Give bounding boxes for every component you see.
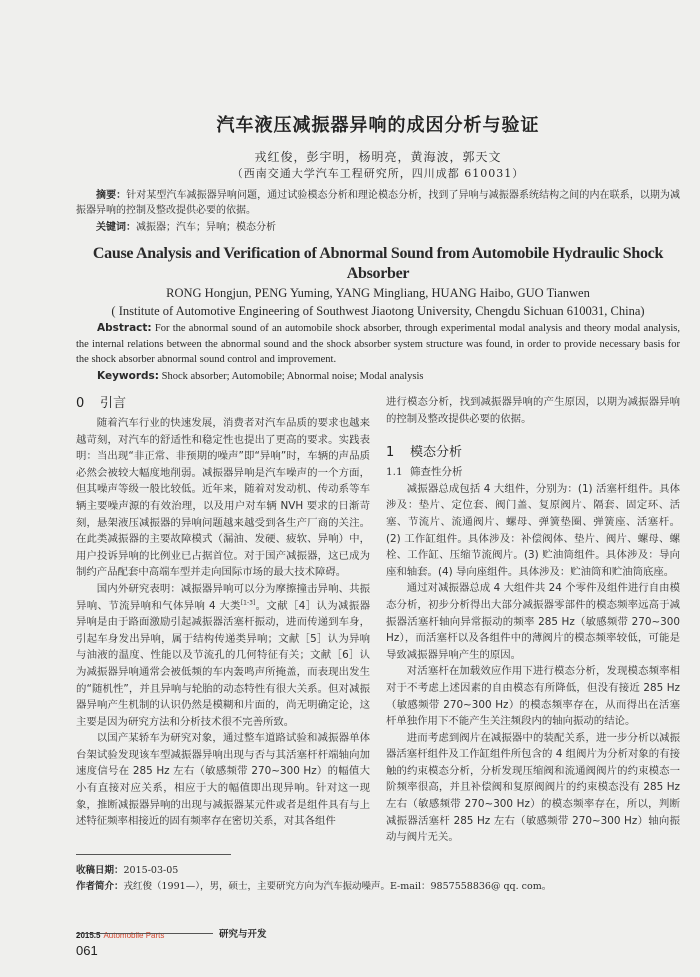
keywords-en (76, 369, 680, 385)
abstract-label: 摘要： (96, 190, 127, 201)
body-columns (76, 394, 680, 846)
section-title: 模态分析 (410, 445, 463, 461)
bio-text: 戎红俊（1991—），男，硕士，主要研究方向为汽车振动噪声。E-mail：9857558836@ qq. com。 (123, 880, 552, 892)
journal-name: Automobile Parts (103, 930, 165, 940)
affiliation: （西南交通大学汽车工程研究所，四川成都 610031） (231, 167, 525, 180)
paragraph-text: 。文献［4］认为减振器异响是由于路面激励引起减振器活塞杆振动，进而传递到车身，引起车身发出异响，属于结构传递类异响；文献［5］认为异响与油液的温度、性能以及节流孔的几何特征有关；文献［6］认为减振器异响通常会被低频的车内轰鸣声所掩盖，而表现出发生的“随机性”，并且异响与轮胎的动态特性有很大关系。但对减振器异响产生机制的认识仍然是模糊和片面的，尚无明确定论，这主要是因为研究方法和分析技术很不完善所致。 (76, 599, 370, 728)
english-authors: RONG Hongjun, PENG Yuming, YANG Mingliang, HUANG Haibo, GUO Tianwen (166, 286, 590, 300)
keywords-label: 关键词： (96, 222, 136, 233)
keywords-zh (76, 220, 680, 235)
section-0-heading (76, 394, 370, 414)
en-abstract-label: Abstract: (97, 322, 152, 334)
keywords-text: 减振器；汽车；异响；模态分析 (136, 222, 276, 233)
author-bio (76, 879, 680, 895)
subsection-1-1-heading (386, 464, 680, 481)
subsection-title: 筛查性分析 (410, 466, 463, 479)
left-column (76, 394, 370, 830)
paragraph: 进而考虑到阀片在减振器中的装配关系，进一步分析以减振器活塞杆组件及工作缸组件所包含的 4 组阀片为分析对象的有接触的约束模态分析，分析发现压缩阀和流通阀阀片的约束模态一阶频率很高，并且补偿阀和复原阀阀片的约束模态没有 285 Hz 左右（敏感频带 270~300 Hz）的模态频率存在，所以，判断减振器活塞杆 285 Hz 左右（敏感频带 270~300 Hz）轴向振动与阀片无关。 (386, 731, 680, 844)
received-value: 2015-03-05 (123, 864, 179, 876)
paragraph-continued: 进行模态分析，找到减振器异响的产生原因，以期为减振器异响的控制及整改提供必要的依据。 (386, 396, 680, 425)
authors: 戎红俊，彭宇明，杨明亮，黄海波，郭天文 (254, 150, 502, 164)
paragraph: 以国产某轿车为研究对象，通过整车道路试验和减振器单体台架试验发现该车型减振器异响出现与否与其活塞杆杆端轴向加速度信号在 285 Hz 左右（敏感频带 270~300 Hz）的幅值大小有直接对应关系，相应于大的幅值即出现异响。针对这一现象，推断减振器异响的出现与减振器某元件或者是组件具有与上述特征频率相接近的固有频率存在密切关系，对其各组件 (76, 732, 370, 828)
abstract-text: 针对某型汽车减振器异响问题，通过试验模态分析和理论模态分析，找到了异响与减振器系统结构之间的内在联系，以期为减振器异响的控制及整改提供必要的依据。 (76, 190, 681, 216)
section-1-heading (386, 443, 680, 463)
paragraph: 随着汽车行业的快速发展，消费者对汽车品质的要求也越来越苛刻，对汽车的舒适性和稳定性也提出了更高的要求。实践表明：当出现“非正常、非预期的噪声”即“异响”时，车辆的声品质必然会被较大幅度地削弱。减振器异响是汽车噪声的一个方面，但其噪声等级一般比较低。近年来，随着对发动机、传动系等车辆主要噪声源的有效治理，以及用户对车辆 NVH 要求的日渐苛刻，悬架液压减振器的异响问题越来越受到各生产厂商的关注。在此类减振器的主要故障模式（漏油、发硬、疲软、异响）中，用户投诉异响的比例业已占据首位。对于国产减振器，这已成为制约产品配套中高端车型并走向国际市场的最大技术障碍。 (76, 417, 370, 579)
issue-number: 2015.5 (76, 930, 101, 940)
received-label: 收稿日期： (76, 864, 124, 876)
page-footer (76, 923, 376, 958)
footnote-divider (76, 854, 231, 855)
paragraph: 通过对减振器总成 4 大组件共 24 个零件及组件进行自由模态分析，初步分析得出大部分减振器零部件的模态频率远高于减振器活塞杆轴向异常振动的频率 285 Hz（敏感频带 270~300 Hz），而活塞杆以及各组件中的薄阀片的模态频率较低，可能是导致减振器异响产生的原因。 (386, 582, 680, 661)
section-number: 1 (386, 445, 395, 461)
english-affiliation: ( Institute of Automotive Engineering of Southwest Jiaotong University, Chengdu Sichuan 610031, China) (111, 304, 645, 318)
abstract-zh (76, 188, 680, 218)
received-date (76, 863, 680, 879)
citation: [1-3] (240, 599, 256, 607)
paragraph: 减振器总成包括 4 大组件，分别为：(1) 活塞杆组件。具体涉及：垫片、定位套、阀门盖、复原阀片、隔套、固定环、活塞、节流片、流通阀片、螺母、弹簧垫圈、弹簧座、活塞杆。(2) 工作缸组件。具体涉及：补偿阀体、垫片、阀片、螺母、螺栓、工作缸、压缩节流阀片。(3) 贮油筒组件。具体涉及：导向座和轴套。(4) 导向座组件。具体涉及：贮油筒和贮油筒底座。 (386, 482, 680, 578)
en-keywords-text: Shock absorber; Automobile; Abnormal noise; Modal analysis (161, 370, 424, 382)
en-keywords-label: Keywords: (97, 369, 159, 382)
english-title: Cause Analysis and Verification of Abnormal Sound from Automobile Hydraulic Shock Absorber (92, 245, 664, 282)
subsection-number: 1.1 (386, 466, 403, 479)
paragraph (76, 581, 370, 730)
paragraph: 对活塞杆在加载效应作用下进行模态分析，发现模态频率相对于不考虑上述因素的自由模态有所降低，但没有接近 285 Hz（敏感频带 270~300 Hz）的模态频率存在，从而得出在活塞杆单独作用下不能产生关注频段内的轴向振动的结论。 (386, 665, 680, 728)
section-title: 引言 (100, 396, 127, 411)
paragraph-text: 国内外研究表明：减振器异响可以分为摩擦撞击异响、共振异响、节流异响和气体异响 4 大类 (76, 582, 370, 612)
right-column (386, 394, 680, 846)
section-number: 0 (76, 396, 85, 411)
page-number: 061 (76, 942, 98, 958)
section-name: 研究与开发 (219, 928, 267, 940)
bio-label: 作者简介： (76, 880, 124, 892)
en-abstract-text: For the abnormal sound of an automobile shock absorber, through experimental modal analysis and theory modal analysis, the internal relations between the abnormal sound and the shock absorber system structure was found, in order to provide necessary basis for the shock absorber abnormal sound control and improvement. (76, 323, 680, 365)
spacer (386, 427, 680, 443)
footer-rule (76, 933, 213, 934)
abstract-en (76, 321, 680, 368)
paper-title: 汽车液压减振器异响的成因分析与验证 (216, 115, 540, 136)
